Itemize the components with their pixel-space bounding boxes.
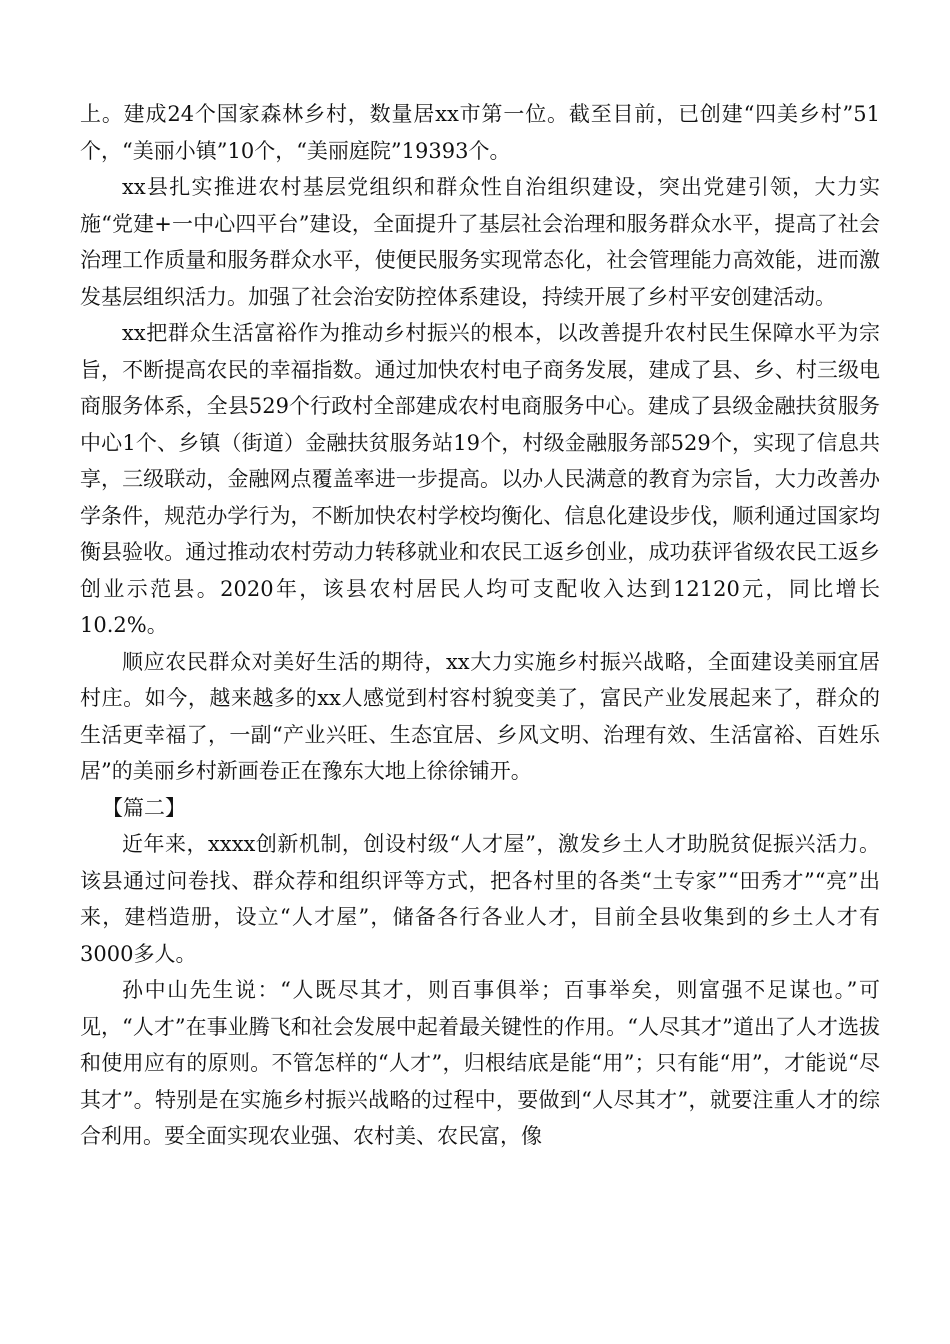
paragraph-continued: 上。建成24个国家森林乡村，数量居xx市第一位。截至目前，已创建“四美乡村”51个，“美丽小镇”10个，“美丽庭院”19393个。 xyxy=(80,102,880,163)
paragraph-sun-yat-sen-quote: 孙中山先生说：“人既尽其才，则百事俱举；百事举矣，则富强不足谋也。”可见，“人才”在事业腾飞和社会发展中起着最关键性的作用。“人尽其才”道出了人才选拔和使用应有的原则。不管怎样的“人才”，归根结底是能“用”；只有能“用”，才能说“尽其才”。特别是在实施乡村振兴战略的过程中，要做到“人尽其才”，就要注重人才的综合利用。要全面实现农业强、农村美、农民富，像 xyxy=(80,978,880,1148)
paragraph-rural-revitalization: 顺应农民群众对美好生活的期待，xx大力实施乡村振兴战略，全面建设美丽宜居村庄。如今，越来越多的xx人感觉到村容村貌变美了，富民产业发展起来了，群众的生活更幸福了，一副“产业兴旺、生态宜居、乡风文明、治理有效、生活富裕、百姓乐居”的美丽乡村新画卷正在豫东大地上徐徐铺开。 xyxy=(80,649,880,783)
paragraph-party-building: xx县扎实推进农村基层党组织和群众性自治组织建设，突出党建引领，大力实施“党建+一中心四平台”建设，全面提升了基层社会治理和服务群众水平，提高了社会治理工作质量和服务群众水平，使便民服务实现常态化，社会管理能力高效能，进而激发基层组织活力。加强了社会治安防控体系建设，持续开展了乡村平安创建活动。 xyxy=(80,175,880,309)
paragraph-talent-house: 近年来，xxxx创新机制，创设村级“人才屋”，激发乡土人才助脱贫促振兴活力。该县通过问卷找、群众荐和组织评等方式，把各村里的各类“土专家”“田秀才”“亮”出来，建档造册，设立“人才屋”，储备各行各业人才，目前全县收集到的乡土人才有3000多人。 xyxy=(80,832,880,966)
paragraph-livelihood: xx把群众生活富裕作为推动乡村振兴的根本，以改善提升农村民生保障水平为宗旨，不断提高农民的幸福指数。通过加快农村电子商务发展，建成了县、乡、村三级电商服务体系，全县529个行政村全部建成农村电商服务中心。建成了县级金融扶贫服务中心1个、乡镇（街道）金融扶贫服务站19个，村级金融服务部529个，实现了信息共享，三级联动，金融网点覆盖率进一步提高。以办人民满意的教育为宗旨，大力改善办学条件，规范办学行为，不断加快农村学校均衡化、信息化建设步伐，顺利通过国家均衡县验收。通过推动农村劳动力转移就业和农民工返乡创业，成功获评省级农民工返乡创业示范县。2020年，该县农村居民人均可支配收入达到12120元，同比增长10.2%。 xyxy=(80,321,880,637)
section-heading: 【篇二】 xyxy=(102,795,186,820)
document-page xyxy=(80,96,880,1155)
